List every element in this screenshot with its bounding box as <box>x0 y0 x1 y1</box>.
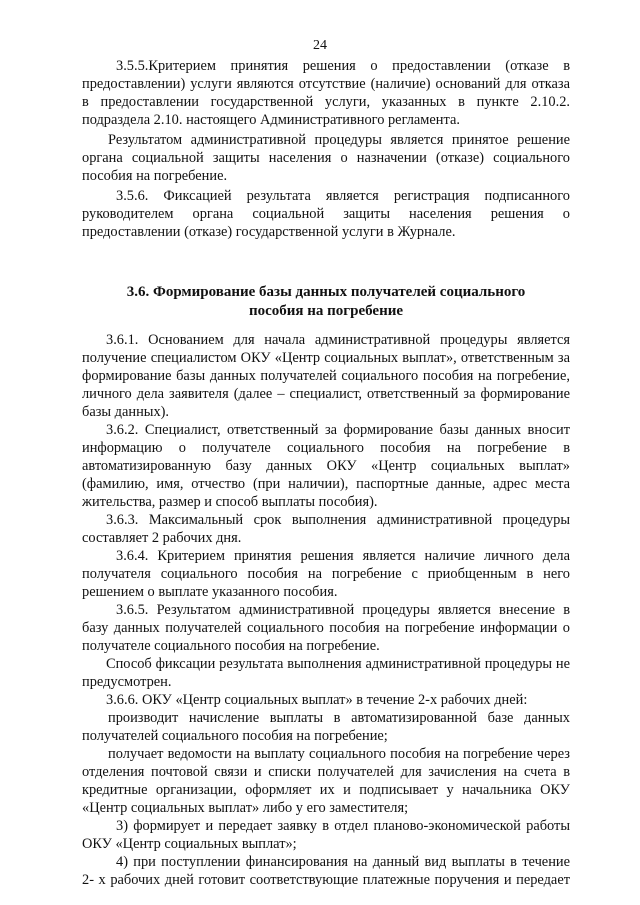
list-item-4: 4) при поступлении финансирования на данный вид выплаты в течение 2- х рабочих дней готовит соответствующие платежные поручения и передает <box>82 854 570 888</box>
paragraph-3-6-6: 3.6.6. ОКУ «Центр социальных выплат» в течение 2-х рабочих дней: <box>106 692 528 708</box>
heading-line-1: 3.6. Формирование базы данных получателей социального <box>126 284 526 300</box>
heading-line-2: пособия на погребение <box>248 303 404 319</box>
section-3-6-text <box>82 331 570 889</box>
page-number: 24 <box>313 38 327 53</box>
paragraph-3-6-3: 3.6.3. Максимальный срок выполнения административной процедуры составляет 2 рабочих дня. <box>82 512 570 546</box>
paragraph-3-5-6: 3.5.6. Фиксацией результата является регистрация подписанного руководителем органа социальной защиты населения решения о предоставлении (отказе) государственной услуги в Журнале. <box>82 188 570 240</box>
section-heading <box>82 283 570 321</box>
paragraph-3-6-5: 3.6.5. Результатом административной процедуры является внесение в базу данных получателей социального пособия на погребение информации о получателе социального пособия на погребение. <box>82 602 570 654</box>
list-item-2: получает ведомости на выплату социального пособия на погребение через отделения почтовой связи и списки получателей для зачисления на счета в кредитные организации, оформляет их и подписывает у начальника ОКУ «Центр социальных выплат» либо у его заместителя; <box>82 746 570 816</box>
paragraph-3-6-2: 3.6.2. Специалист, ответственный за формирование базы данных вносит информацию о получателе социального пособия на погребение в автоматизированную базу данных ОКУ «Центр социальных выплат» (фамилию, имя, отчество (при наличии), паспортные данные, адрес места жительства, размер и способ выплаты пособия). <box>82 422 570 510</box>
list-item-1: производит начисление выплаты в автоматизированной базе данных получателей социального пособия на погребение; <box>82 710 570 744</box>
paragraph-3-6-1: 3.6.1. Основанием для начала административной процедуры является получение специалистом ОКУ «Центр социальных выплат», ответственным за формирование базы данных получателей социального пособия на погребение, личного дела заявителя (далее – специалист, ответственный за формирование базы данных). <box>82 332 570 420</box>
paragraph-result: Результатом административной процедуры является принятое решение органа социальной защиты населения о назначении (отказе) социального пособия на погребение. <box>82 132 570 184</box>
paragraph-3-6-4: 3.6.4. Критерием принятия решения является наличие личного дела получателя социального пособия на погребение с приобщенным в него решением о выплате указанного пособия. <box>82 548 570 600</box>
paragraph-fixation: Способ фиксации результата выполнения административной процедуры не предусмотрен. <box>82 656 570 690</box>
paragraph-3-5-5: 3.5.5.Критерием принятия решения о предоставлении (отказе в предоставлении) услуги являются отсутствие (наличие) оснований для отказа в предоставлении государственной услуги, указанных в пункте 2.10.2. подраздела 2.10. настоящего Административного регламента. <box>82 58 570 128</box>
list-item-3: 3) формирует и передает заявку в отдел планово-экономической работы ОКУ «Центр социальных выплат»; <box>82 818 570 852</box>
section-3-5-text <box>82 57 570 241</box>
